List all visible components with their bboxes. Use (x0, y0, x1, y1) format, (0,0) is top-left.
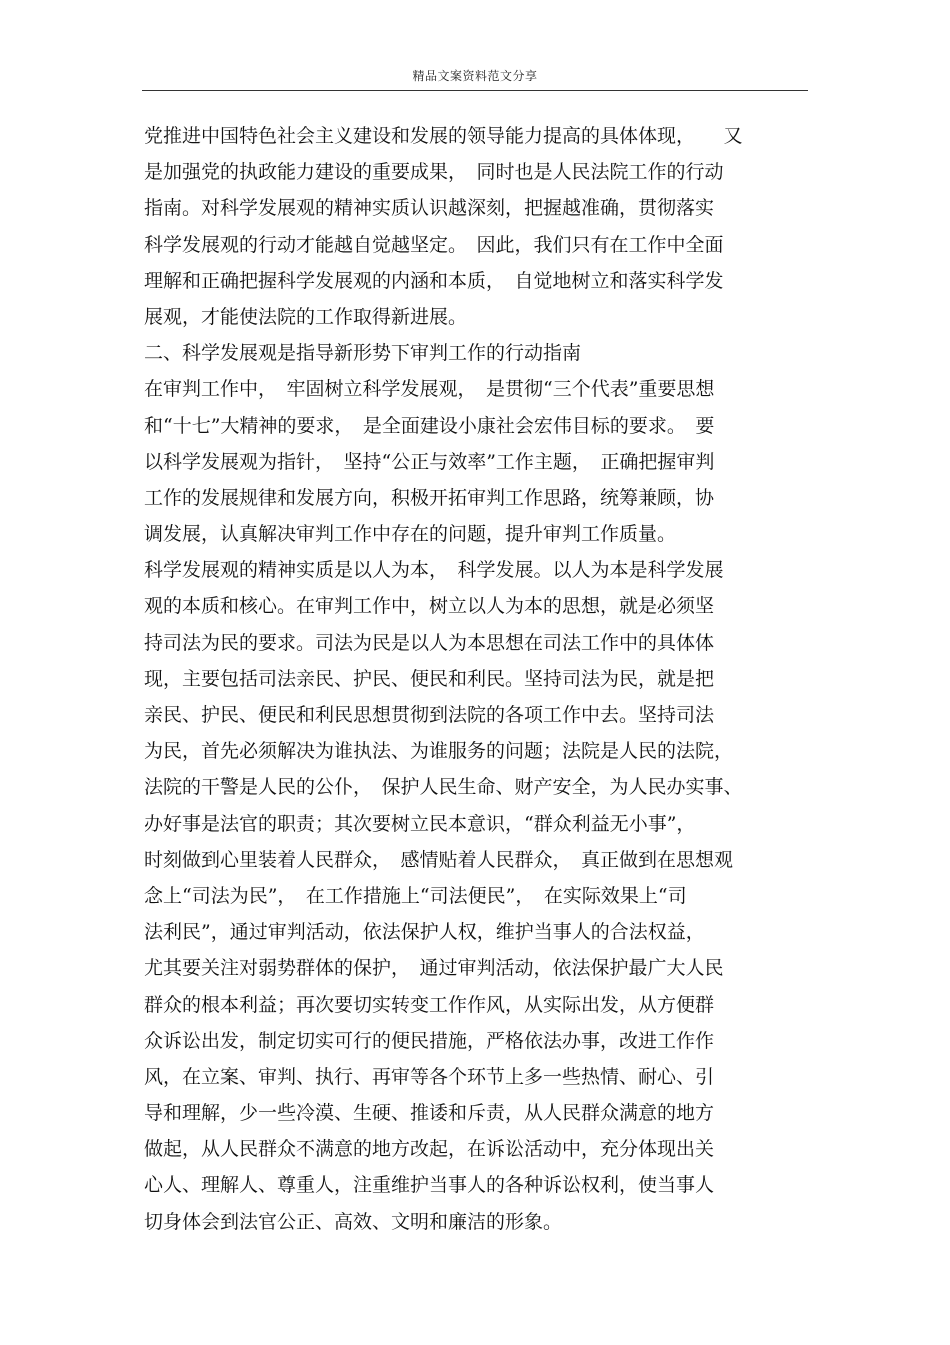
text-line: 在审判工作中， 牢固树立科学发展观， 是贯彻“三个代表”重要思想 (144, 378, 715, 401)
text-line: 和“十七”大精神的要求， 是全面建设小康社会宏伟目标的要求。 要 (144, 414, 715, 437)
text-line: 现，主要包括司法亲民、护民、便民和利民。坚持司法为民，就是把 (144, 667, 715, 690)
text-line: 念上“司法为民”， 在工作措施上“司法便民”， 在实际效果上“司 (144, 884, 687, 907)
text-line: 科学发展观的行动才能越自觉越坚定。 因此，我们只有在工作中全面 (144, 233, 724, 256)
text-line: 为民，首先必须解决为谁执法、为谁服务的问题；法院是人民的法院， (144, 740, 734, 763)
text-line: 党推进中国特色社会主义建设和发展的领导能力提高的具体体现， 又 (144, 125, 743, 147)
text-line: 观的本质和核心。在审判工作中，树立以人为本的思想，就是必须坚 (144, 595, 715, 618)
section-heading: 二、科学发展观是指导新形势下审判工作的行动指南 (144, 342, 582, 365)
document-body (144, 118, 808, 1240)
text-line: 法利民”，通过审判活动，依法保护人权，维护当事人的合法权益， (144, 921, 705, 944)
text-line: 心人、理解人、尊重人，注重维护当事人的各种诉讼权利，使当事人 (144, 1174, 715, 1197)
text-line: 风，在立案、审判、执行、再审等各个环节上多一些热情、耐心、引 (144, 1065, 715, 1088)
text-line: 以科学发展观为指针， 坚持“公正与效率”工作主题， 正确把握审判 (144, 450, 715, 473)
text-line: 理解和正确把握科学发展观的内涵和本质， 自觉地树立和落实科学发 (144, 269, 724, 292)
text-line: 法院的干警是人民的公仆， 保护人民生命、财产安全，为人民办实事、 (144, 776, 743, 799)
text-line: 展观，才能使法院的工作取得新进展。 (144, 305, 468, 328)
header-divider (142, 90, 808, 91)
text-line: 众诉讼出发，制定切实可行的便民措施，严格依法办事，改进工作作 (144, 1029, 715, 1052)
text-line: 亲民、护民、便民和利民思想贯彻到法院的各项工作中去。坚持司法 (144, 704, 715, 726)
text-line: 工作的发展规律和发展方向，积极开拓审判工作思路，统筹兼顾，协 (144, 486, 715, 509)
page-header: 精品文案资料范文分享 (412, 69, 538, 83)
text-line: 做起，从人民群众不满意的地方改起，在诉讼活动中，充分体现出关 (144, 1138, 715, 1161)
text-line: 办好事是法官的职责；其次要树立民本意识，“群众利益无小事”， (144, 812, 696, 835)
text-line: 指南。对科学发展观的精神实质认识越深刻，把握越准确，贯彻落实 (144, 197, 715, 220)
text-line: 是加强党的执政能力建设的重要成果， 同时也是人民法院工作的行动 (144, 161, 724, 184)
text-line: 切身体会到法官公正、高效、文明和廉洁的形象。 (144, 1210, 563, 1233)
text-line: 导和理解，少一些冷漠、生硬、推诿和斥责，从人民群众满意的地方 (144, 1102, 715, 1125)
text-line: 调发展，认真解决审判工作中存在的问题，提升审判工作质量。 (144, 523, 677, 546)
text-line: 科学发展观的精神实质是以人为本， 科学发展。以人为本是科学发展 (144, 559, 724, 582)
text-line: 持司法为民的要求。司法为民是以人为本思想在司法工作中的具体体 (144, 631, 715, 654)
text-line: 时刻做到心里装着人民群众， 感情贴着人民群众， 真正做到在思想观 (144, 848, 734, 871)
text-line: 尤其要关注对弱势群体的保护， 通过审判活动，依法保护最广大人民 (144, 957, 724, 980)
text-line: 群众的根本利益；再次要切实转变工作作风，从实际出发，从方便群 (144, 993, 715, 1016)
